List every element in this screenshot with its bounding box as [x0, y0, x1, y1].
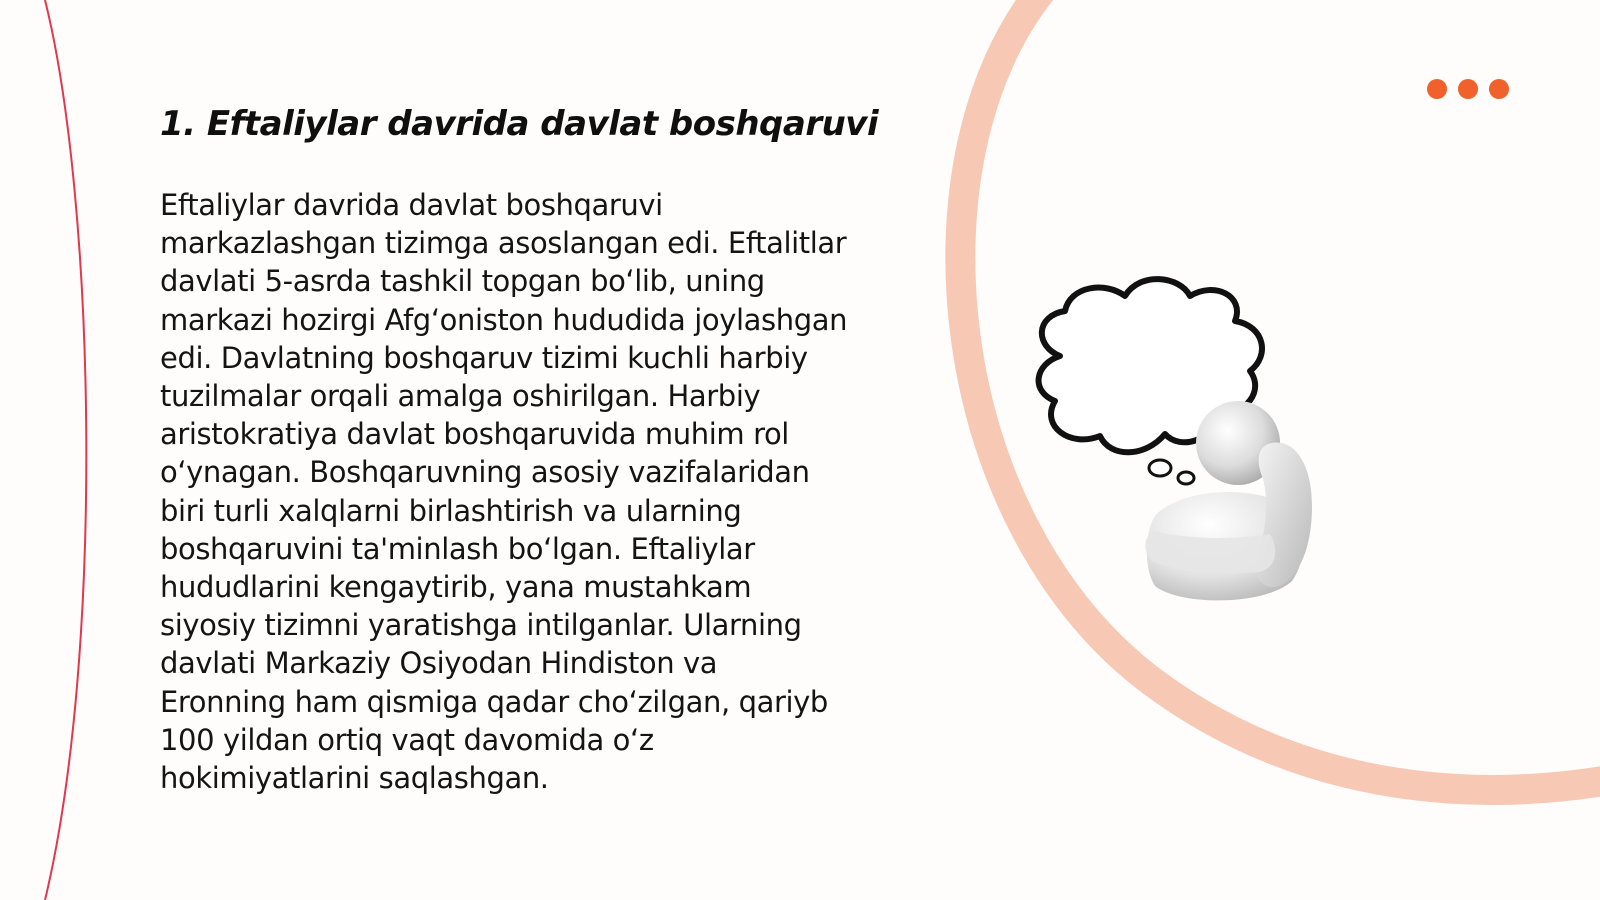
menu-dots-icon	[1427, 79, 1509, 99]
thought-bubble-icon	[1178, 472, 1194, 484]
thought-bubble-icon	[1149, 460, 1171, 476]
thinking-person-icon	[1030, 276, 1350, 616]
slide-title: 1. Eftaliylar davrida davlat boshqaruvi	[160, 104, 879, 144]
slide-body-text: Eftaliylar davrida davlat boshqaruvi markazlashgan tizimga asoslangan edi. Eftalitlar davlati 5-asrda tashkil topgan bo‘lib, uning markazi hozirgi Afg‘oniston hududida joylashgan edi. Davlatning boshqaruv tizimi kuchli harbiy tuzilmalar orqali amalga oshirilgan. Harbiy aristokratiya davlat boshqaruvida muhim rol o‘ynagan. Boshqaruvning asosiy vazifalaridan biri turli xalqlarni birlashtirish va ularning boshqaruvini ta'minlash bo‘lgan. Eftaliylar hududlarini kengaytirib, yana mustahkam siyosiy tizimni yaratishga intilganlar. Ularning davlati Markaziy Osiyodan Hindiston va Eronning ham qismiga qadar cho‘zilgan, qariyb 100 yildan ortiq vaqt davomida o‘z hokimiyatlarini saqlashgan.	[160, 188, 848, 796]
left-accent-line	[45, 0, 86, 900]
dot-icon	[1489, 79, 1509, 99]
dot-icon	[1458, 79, 1478, 99]
dot-icon	[1427, 79, 1447, 99]
